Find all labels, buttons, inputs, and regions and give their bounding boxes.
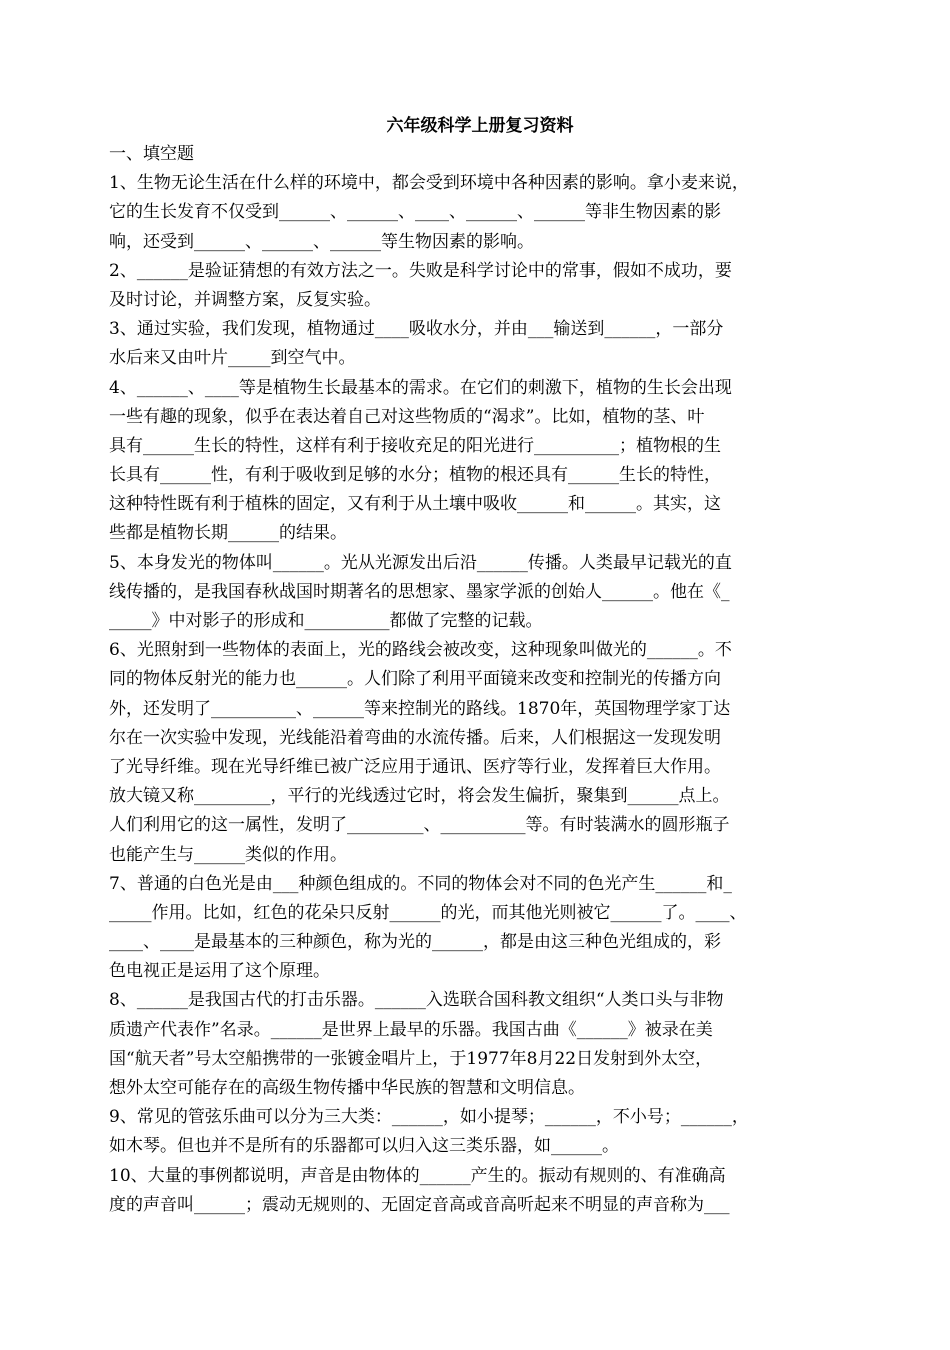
text-line: 如木琴。但也并不是所有的乐器都可以归入这三类乐器，如______。 <box>109 1136 619 1157</box>
text-line: 5、本身发光的物体叫______。光从光源发出后沿______传播。人类最早记载光的直 <box>109 552 732 573</box>
text-line: 9、常见的管弦乐曲可以分为三大类：______，如小提琴；______，不小号；______， <box>109 1107 749 1128</box>
text-line: 国“航天者”号太空船携带的一张镀金唱片上，于1977年8月22日发射到外太空， <box>109 1048 713 1069</box>
document-body <box>109 112 851 1220</box>
text-line: 4、______、____等是植物生长最基本的需求。在它们的刺激下，植物的生长会出现 <box>109 377 732 398</box>
text-line: 7、普通的白色光是由___种颜色组成的。不同的物体会对不同的色光产生______和_ <box>109 873 732 894</box>
text-line: ____、____是最基本的三种颜色，称为光的______，都是由这三种色光组成的，彩 <box>109 932 721 953</box>
text-line: 一些有趣的现象，似乎在表达着自己对这些物质的“渴求”。比如，植物的茎、叶 <box>109 406 705 427</box>
document-title: 六年级科学上册复习资料 <box>386 116 574 136</box>
text-line: 些都是植物长期______的结果。 <box>109 523 347 544</box>
text-line: 2、______是验证猜想的有效方法之一。失败是科学讨论中的常事，假如不成功，要 <box>109 260 732 281</box>
text-line: 人们利用它的这一属性，发明了_________、__________等。有时装满水的圆形瓶子 <box>109 815 730 836</box>
section-heading: 一、填空题 <box>109 144 194 164</box>
text-line: 8、______是我国古代的打击乐器。______入选联合国科教文组织“人类口头与非物 <box>109 990 724 1011</box>
text-line: _____作用。比如，红色的花朵只反射______的光，而其他光则被它______了。____、 <box>109 902 747 923</box>
text-line: 6、光照射到一些物体的表面上，光的路线会被改变，这种现象叫做光的______。不 <box>109 640 732 661</box>
text-line: _____》中对影子的形成和__________都做了完整的记载。 <box>109 611 543 631</box>
text-line: 10、大量的事例都说明，声音是由物体的______产生的。振动有规则的、有准确高 <box>109 1165 726 1186</box>
text-line: 响，还受到______、______、______等生物因素的影响。 <box>109 231 534 252</box>
text-line: 色电视正是运用了这个原理。 <box>109 961 330 982</box>
text-line: 外，还发明了__________、______等来控制光的路线。1870年，英国物理学家丁达 <box>109 698 731 719</box>
text-line: 长具有______性，有利于吸收到足够的水分；植物的根还具有______生长的特性， <box>109 465 721 486</box>
text-line: 线传播的，是我国春秋战国时期著名的思想家、墨家学派的创始人______。他在《_ <box>109 581 730 602</box>
text-line: 这种特性既有利于植株的固定，又有利于从土壤中吸收______和______。其实，这 <box>109 494 721 515</box>
text-line: 具有______生长的特性，这样有利于接收充足的阳光进行__________；植物根的生 <box>109 435 721 456</box>
text-line: 尔在一次实验中发现，光线能沿着弯曲的水流传播。后来，人们根据这一发现发明 <box>109 727 721 748</box>
text-line: 度的声音叫______；震动无规则的、无固定音高或音高听起来不明显的声音称为___ <box>109 1194 730 1215</box>
text-line: 放大镜又称_________，平行的光线透过它时，将会发生偏折，聚集到______点上。 <box>109 786 730 807</box>
text-line: 3、通过实验，我们发现，植物通过____吸收水分，并由___输送到______，一部分 <box>109 319 724 340</box>
text-line: 它的生长发育不仅受到______、______、____、______、______等非生物因素的影 <box>109 202 721 223</box>
text-line: 也能产生与______类似的作用。 <box>109 844 347 865</box>
text-line: 水后来又由叶片_____到空气中。 <box>109 348 356 369</box>
text-line: 想外太空可能存在的高级生物传播中华民族的智慧和文明信息。 <box>109 1078 585 1098</box>
text-line: 了光导纤维。现在光导纤维已被广泛应用于通讯、医疗等行业，发挥着巨大作用。 <box>109 756 721 777</box>
text-line: 1、生物无论生活在什么样的环境中，都会受到环境中各种因素的影响。拿小麦来说， <box>109 173 749 194</box>
text-line: 质遗产代表作”名录。______是世界上最早的乐器。我国古曲《______》被录在美 <box>109 1019 713 1040</box>
text-line: 同的物体反射光的能力也______。人们除了利用平面镜来改变和控制光的传播方向 <box>109 669 721 690</box>
text-line: 及时讨论，并调整方案，反复实验。 <box>109 289 381 310</box>
